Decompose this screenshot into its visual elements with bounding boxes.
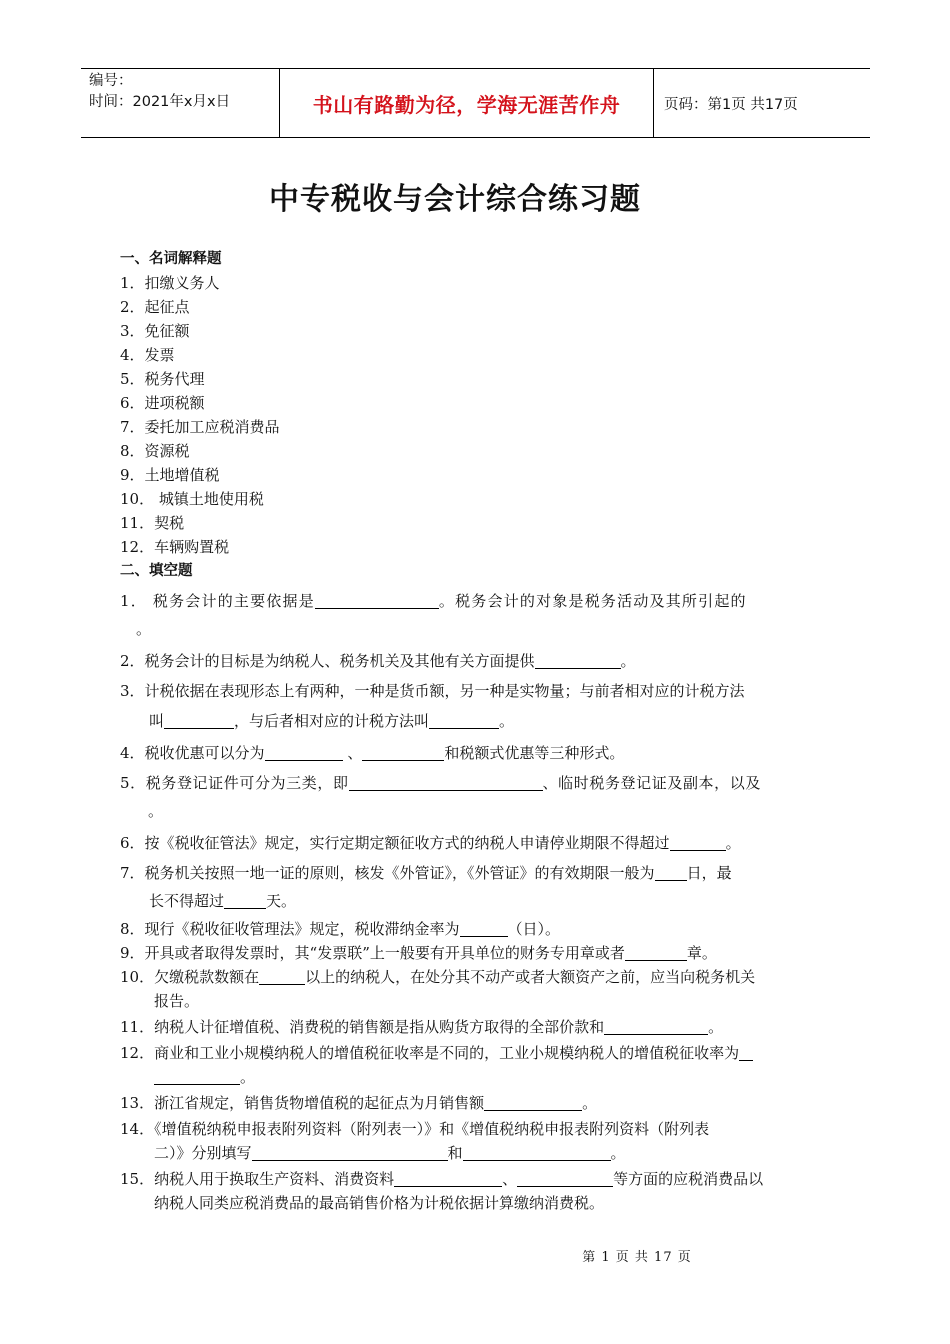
- question-1: [120, 589, 832, 613]
- list-item: 5．税务代理: [120, 370, 205, 388]
- question-text: 。: [725, 834, 741, 852]
- motto: 书山有路勤为径，学海无涯苦作舟: [280, 69, 654, 137]
- header-left-cell: [81, 69, 280, 137]
- question-10-cont: [120, 989, 832, 1013]
- question-text: 11．纳税人计征增值税、消费税的销售额是指从购货方取得的全部价款和: [120, 1018, 605, 1036]
- list-item: 7．委托加工应税消费品: [120, 418, 280, 436]
- question-text: 。: [148, 802, 164, 820]
- answer-blank[interactable]: [655, 862, 687, 881]
- question-text: 7．税务机关按照一地一证的原则，核发《外管证》，《外管证》的有效期限一般为: [120, 864, 655, 882]
- question-text: 10．欠缴税款数额在: [120, 968, 260, 986]
- answer-blank[interactable]: [164, 710, 234, 729]
- question-12-cont: [120, 1065, 832, 1089]
- question-text: 6．按《税收征管法》规定，实行定期定额征收方式的纳税人申请停业期限不得超过: [120, 834, 670, 852]
- question-text: 2．税务会计的目标是为纳税人、税务机关及其他有关方面提供: [120, 652, 535, 670]
- question-3: [120, 679, 832, 703]
- list-item: 3．免征额: [120, 322, 190, 340]
- question-text: 1． 税务会计的主要依据是: [120, 592, 315, 610]
- answer-blank[interactable]: [739, 1042, 753, 1061]
- answer-blank[interactable]: [670, 832, 726, 851]
- answer-blank[interactable]: [535, 650, 621, 669]
- question-1-cont: [120, 617, 832, 641]
- list-item: 10． 城镇土地使用税: [120, 490, 264, 508]
- term-list: [120, 271, 832, 559]
- answer-blank[interactable]: [259, 966, 305, 985]
- answer-blank[interactable]: [224, 890, 266, 909]
- question-text: 。: [136, 620, 152, 638]
- question-text: 、: [502, 1170, 518, 1188]
- question-text: 长不得超过: [149, 892, 225, 910]
- question-text: 叫: [149, 712, 165, 730]
- list-item: 8．资源税: [120, 442, 190, 460]
- question-text: 、临时税务登记证及副本，以及: [542, 774, 761, 792]
- question-2: [120, 649, 832, 673]
- question-text: 。: [582, 1094, 598, 1112]
- question-15-cont: [120, 1191, 832, 1215]
- section-heading-terms: 一、名词解释题: [120, 251, 222, 267]
- answer-blank[interactable]: [429, 710, 499, 729]
- question-9: [120, 941, 832, 965]
- question-15: [120, 1167, 832, 1191]
- page-footer: 第 1 页 共 17 页: [582, 1250, 692, 1265]
- list-item: 1．扣缴义务人: [120, 274, 220, 292]
- date-label: 时间：2021年x月x日: [89, 94, 231, 110]
- question-text: 。税务会计的对象是税务活动及其所引起的: [438, 592, 747, 610]
- question-14-cont: [120, 1141, 832, 1165]
- question-text: 和: [447, 1144, 463, 1162]
- question-5-cont: [120, 799, 832, 823]
- question-text: 。: [708, 1018, 724, 1036]
- question-7: [120, 861, 832, 885]
- question-6: [120, 831, 832, 855]
- answer-blank[interactable]: [252, 1142, 448, 1161]
- answer-blank[interactable]: [315, 590, 439, 609]
- answer-blank[interactable]: [484, 1092, 582, 1111]
- question-text: 15．纳税人用于换取生产资料、消费资料: [120, 1170, 395, 1188]
- question-13: [120, 1091, 832, 1115]
- question-text: 12．商业和工业小规模纳税人的增值税征收率是不同的，工业小规模纳税人的增值税征收率为: [120, 1044, 740, 1062]
- question-14: [120, 1117, 832, 1141]
- answer-blank[interactable]: [463, 1142, 611, 1161]
- page-title: 中专税收与会计综合练习题: [269, 182, 641, 217]
- question-text: 。: [240, 1068, 256, 1086]
- answer-blank[interactable]: [517, 1168, 613, 1187]
- answer-blank[interactable]: [625, 942, 687, 961]
- section-heading-fill: 二、填空题: [120, 563, 193, 579]
- question-8: [120, 917, 832, 941]
- document-body: [120, 246, 832, 1215]
- list-item: 4．发票: [120, 346, 175, 364]
- question-text: 13．浙江省规定，销售货物增值税的起征点为月销售额: [120, 1094, 485, 1112]
- answer-blank[interactable]: [394, 1168, 502, 1187]
- question-text: 5．税务登记证件可分为三类，即: [120, 774, 349, 792]
- header-table: [81, 68, 870, 138]
- number-label: 编号：: [89, 73, 133, 89]
- question-11: [120, 1015, 832, 1039]
- answer-blank[interactable]: [265, 742, 343, 761]
- question-text: 。: [610, 1144, 626, 1162]
- list-item: 12．车辆购置税: [120, 538, 230, 556]
- answer-blank[interactable]: [362, 742, 444, 761]
- question-text: 4．税收优惠可以分为: [120, 744, 265, 762]
- question-text: 8．现行《税收征收管理法》规定，税收滞纳金率为: [120, 920, 460, 938]
- question-text: 等方面的应税消费品以: [613, 1170, 764, 1188]
- answer-blank[interactable]: [460, 918, 508, 937]
- question-text: 天。: [266, 892, 297, 910]
- question-text: 章。: [686, 944, 717, 962]
- question-text: 、: [342, 744, 363, 762]
- question-text: ，与后者相对应的计税方法叫: [234, 712, 430, 730]
- question-3-cont: [120, 709, 832, 733]
- page-info: 页码：第1页 共17页: [664, 96, 798, 113]
- answer-blank[interactable]: [154, 1066, 240, 1085]
- list-item: 9．土地增值税: [120, 466, 220, 484]
- answer-blank[interactable]: [349, 772, 543, 791]
- list-item: 11．契税: [120, 514, 185, 532]
- question-7-cont: [120, 889, 832, 913]
- question-12: [120, 1041, 832, 1065]
- question-text: 以上的纳税人，在处分其不动产或者大额资产之前，应当向税务机关: [305, 968, 756, 986]
- question-text: 14．《增值税纳税申报表附列资料（附列表一）》和《增值税纳税申报表附列资料（附列表: [120, 1120, 710, 1138]
- list-item: 6．进项税额: [120, 394, 205, 412]
- question-5: [120, 771, 832, 795]
- question-text: 。: [620, 652, 636, 670]
- question-text: 纳税人同类应税消费品的最高销售价格为计税依据计算缴纳消费税。: [154, 1194, 605, 1212]
- question-10: [120, 965, 832, 989]
- question-text: 日，最: [686, 864, 732, 882]
- question-4: [120, 741, 832, 765]
- list-item: 2．起征点: [120, 298, 190, 316]
- question-text: 二）》分别填写: [154, 1144, 252, 1162]
- question-text: 3．计税依据在表现形态上有两种，一种是货币额，另一种是实物量；与前者相对应的计税方法: [120, 682, 745, 700]
- question-text: 报告。: [154, 992, 200, 1010]
- question-text: 9．开具或者取得发票时，其“发票联”上一般要有开具单位的财务专用章或者: [120, 944, 625, 962]
- answer-blank[interactable]: [604, 1016, 708, 1035]
- question-text: （日）。: [507, 920, 561, 938]
- question-text: 和税额式优惠等三种形式。: [444, 744, 625, 762]
- question-text: 。: [499, 712, 515, 730]
